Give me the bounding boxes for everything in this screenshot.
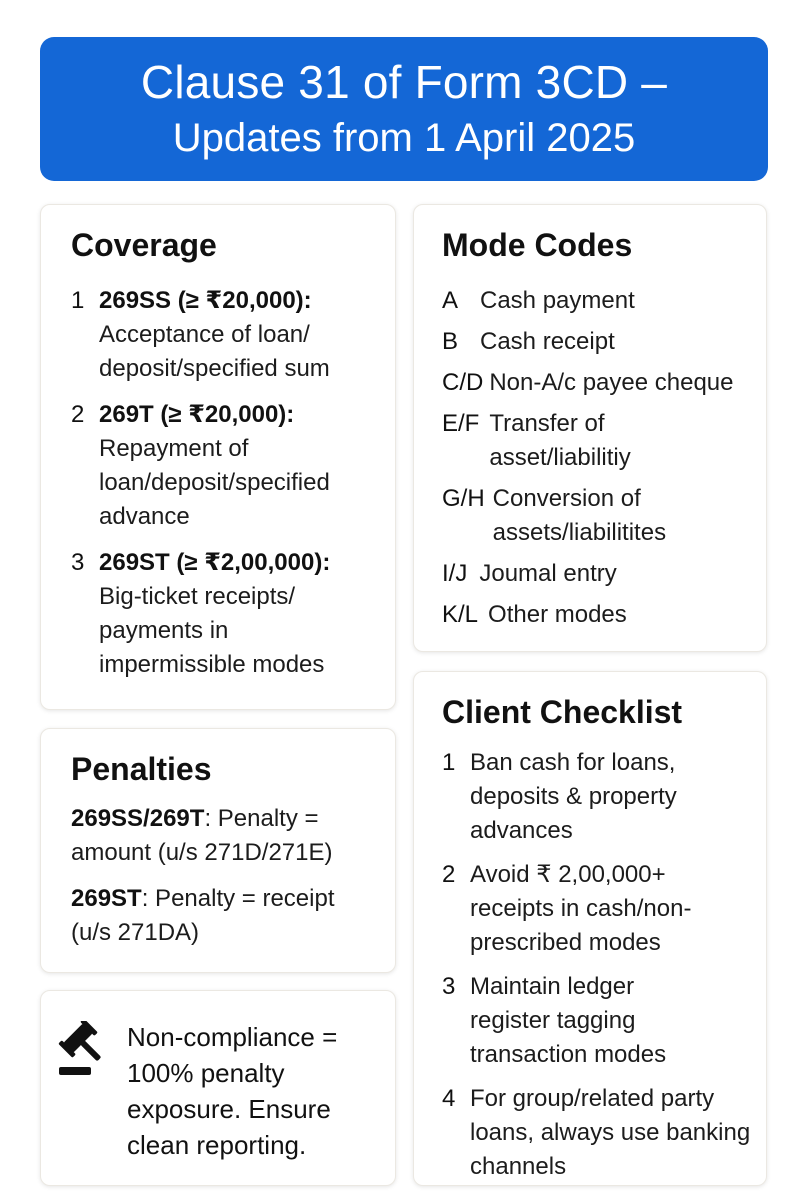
mode-label: Cash receipt — [480, 328, 615, 355]
coverage-card — [40, 204, 396, 710]
coverage-item-2 — [71, 398, 391, 534]
mode-codes-heading: Mode Codes — [442, 227, 633, 263]
mode-code-item — [442, 284, 764, 318]
coverage-heading: Coverage — [71, 227, 217, 263]
checklist-list — [442, 746, 764, 1194]
checklist-item-text: Ban cash for loans, deposits & property advances — [470, 749, 677, 844]
penalty-text: : Penalty = amount (u/s 271D/271E) — [71, 805, 333, 866]
checklist-item-number: 2 — [442, 861, 456, 888]
mode-code: C/D — [442, 369, 484, 396]
mode-code: I/J — [442, 560, 468, 587]
penalty-item — [71, 882, 381, 950]
mode-code: B — [442, 328, 459, 355]
warning-text: Non-compliance = 100% penalty exposure. Ensure clean reporting. — [127, 1022, 338, 1160]
penalty-code: 269SS/269T — [71, 805, 205, 832]
mode-code-item — [442, 407, 764, 475]
coverage-list — [71, 284, 391, 694]
mode-codes-card — [413, 204, 767, 652]
coverage-item-3 — [71, 546, 391, 682]
checklist-item-number: 4 — [442, 1085, 456, 1112]
coverage-item-code: 269ST (≥ ₹2,00,000): — [99, 549, 331, 576]
mode-code-item — [442, 598, 764, 632]
penalties-heading: Penalties — [71, 751, 212, 787]
penalty-item — [71, 802, 381, 870]
coverage-item-number: 2 — [71, 401, 85, 428]
checklist-item-3 — [442, 970, 764, 1072]
coverage-item-desc: Acceptance of loan/ deposit/specified sum — [99, 321, 330, 382]
penalties-card — [40, 728, 396, 973]
mode-code-item — [442, 482, 764, 550]
mode-code-item — [442, 325, 764, 359]
mode-code: G/H — [442, 485, 485, 512]
checklist-item-number: 1 — [442, 749, 456, 776]
checklist-item-number: 3 — [442, 973, 456, 1000]
client-checklist-card — [413, 671, 767, 1186]
checklist-item-text: For group/related party loans, always use banking channels — [470, 1085, 751, 1180]
penalty-code: 269ST — [71, 885, 142, 912]
mode-code: K/L — [442, 601, 479, 628]
title-line-1: Clause 31 of Form 3CD – — [140, 56, 668, 108]
title-line-2: Updates from 1 April 2025 — [172, 116, 636, 160]
penalty-text: : Penalty = receipt (u/s 271DA) — [71, 885, 335, 946]
checklist-item-2 — [442, 858, 764, 960]
mode-codes-list — [442, 284, 764, 639]
mode-label: Conversion of assets/liabilitites — [492, 485, 667, 546]
penalties-list — [71, 802, 381, 950]
mode-label: Cash payment — [480, 287, 635, 314]
coverage-item-code: 269SS (≥ ₹20,000): — [99, 287, 312, 314]
coverage-item-code: 269T (≥ ₹20,000): — [99, 401, 295, 428]
mode-code-item — [442, 366, 764, 400]
mode-code: E/F — [442, 410, 480, 437]
title-banner — [40, 37, 768, 181]
mode-label: Other modes — [488, 601, 627, 628]
checklist-item-text: Avoid ₹ 2,00,000+ receipts in cash/non-prescribed modes — [470, 861, 692, 956]
mode-code-item — [442, 557, 764, 591]
mode-label: Transfer of asset/liabilitiy — [489, 410, 631, 471]
mode-label: Joumal entry — [479, 560, 617, 587]
coverage-item-number: 3 — [71, 549, 85, 576]
warning-card — [40, 990, 396, 1186]
checklist-heading: Client Checklist — [442, 694, 683, 730]
checklist-item-4 — [442, 1082, 764, 1184]
checklist-item-1 — [442, 746, 764, 848]
coverage-item-number: 1 — [71, 287, 85, 314]
checklist-item-text: Maintain ledger register tagging transaction modes — [470, 973, 667, 1068]
coverage-item-1 — [71, 284, 391, 386]
mode-label: Non-A/c payee cheque — [489, 369, 734, 396]
coverage-item-desc: Big-ticket receipts/ payments in impermissible modes — [99, 583, 325, 678]
gavel-icon — [55, 1021, 115, 1079]
coverage-item-desc: Repayment of loan/deposit/specified advance — [99, 435, 330, 530]
mode-code: A — [442, 287, 459, 314]
